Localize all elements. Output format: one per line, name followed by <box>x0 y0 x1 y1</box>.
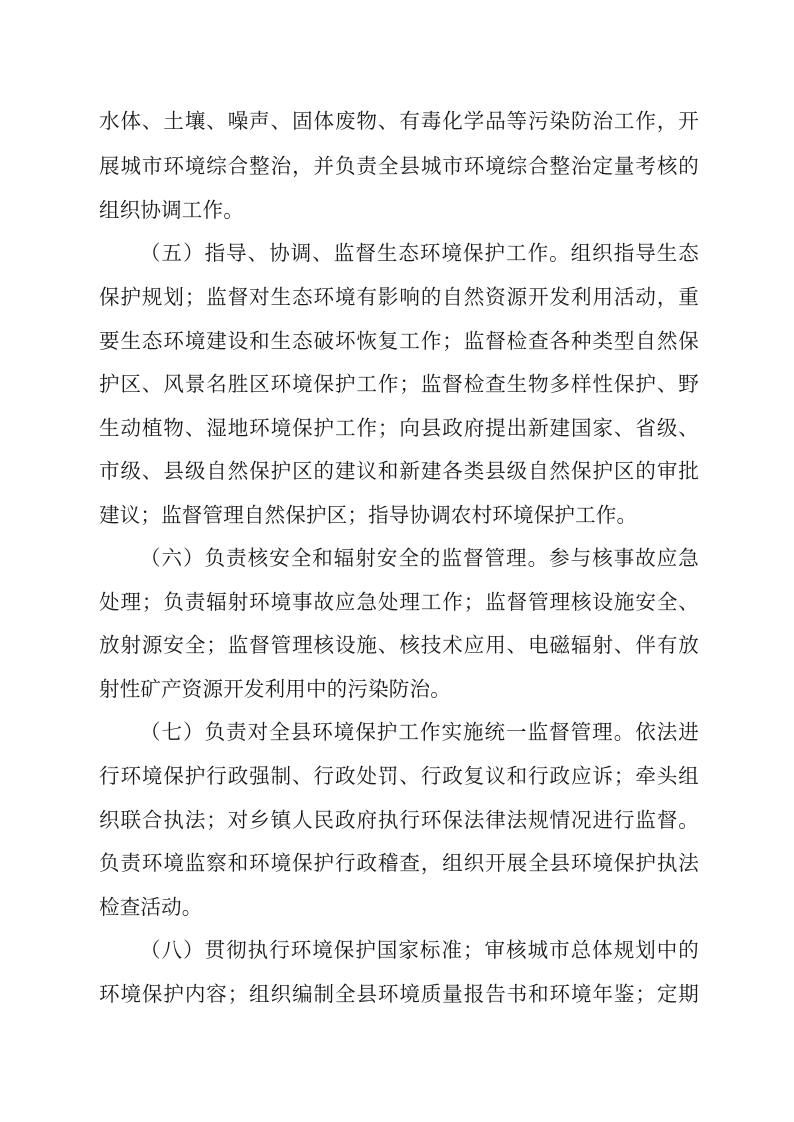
text-line: 环境保护内容；组织编制全县环境质量报告书和环境年鉴；定期 <box>99 982 699 1006</box>
text-line: 射性矿产资源开发利用中的污染防治。 <box>99 677 451 701</box>
text-line: 组织协调工作。 <box>99 198 244 222</box>
text-line: （六）负责核安全和辐射安全的监督管理。参与核事故应急 <box>140 546 699 570</box>
text-line: （八）贯彻执行环境保护国家标准；审核城市总体规划中的 <box>140 938 699 962</box>
text-line: 放射源安全；监督管理核设施、核技术应用、电磁辐射、伴有放 <box>99 633 699 657</box>
text-line: 水体、土壤、噪声、固体废物、有毒化学品等污染防治工作，开 <box>99 109 699 133</box>
text-line: 保护规划；监督对生态环境有影响的自然资源开发利用活动，重 <box>99 285 699 309</box>
text-line: 生动植物、湿地环境保护工作；向县政府提出新建国家、省级、 <box>99 416 699 440</box>
text-line: 建议；监督管理自然保护区；指导协调农村环境保护工作。 <box>99 503 638 527</box>
text-line: 展城市环境综合整治，并负责全县城市环境综合整治定量考核的 <box>99 154 699 178</box>
text-line: 要生态环境建设和生态破坏恢复工作；监督检查各种类型自然保 <box>99 329 699 353</box>
text-line: 市级、县级自然保护区的建议和新建各类县级自然保护区的审批 <box>99 459 699 483</box>
text-line: 护区、风景名胜区环境保护工作；监督检查生物多样性保护、野 <box>99 372 699 396</box>
text-line: 处理；负责辐射环境事故应急处理工作；监督管理核设施安全、 <box>99 590 699 614</box>
text-line: 负责环境监察和环境保护行政稽查，组织开展全县环境保护执法 <box>99 851 699 875</box>
text-line: 织联合执法；对乡镇人民政府执行环保法律法规情况进行监督。 <box>99 808 699 832</box>
text-line: 检查活动。 <box>99 895 203 919</box>
text-line: 行环境保护行政强制、行政处罚、行政复议和行政应诉；牵头组 <box>99 764 699 788</box>
text-line: （七）负责对全县环境保护工作实施统一监督管理。依法进 <box>140 720 699 744</box>
text-line: （五）指导、协调、监督生态环境保护工作。组织指导生态 <box>140 241 699 265</box>
